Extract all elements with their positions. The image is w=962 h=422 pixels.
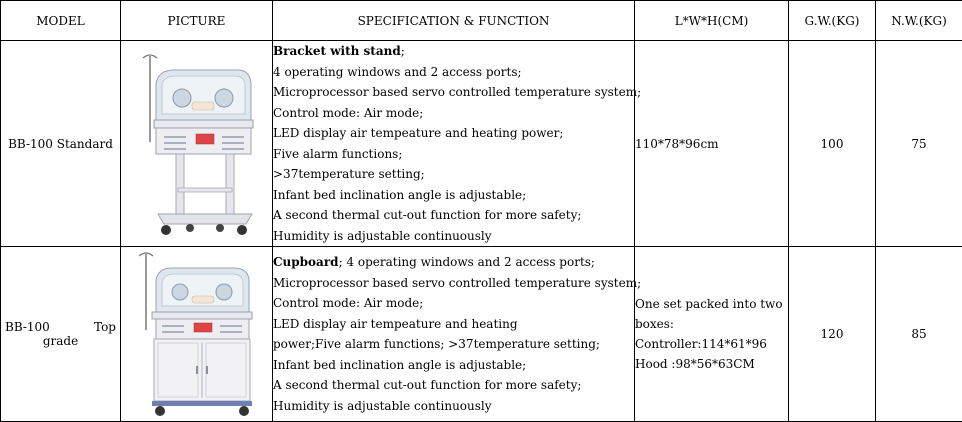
spec-heading-line: Cupboard; 4 operating windows and 2 access ports; <box>273 252 634 273</box>
picture-cell <box>121 41 273 247</box>
dims-line: boxes: <box>635 314 788 334</box>
spec-line: 4 operating windows and 2 access ports; <box>273 62 634 83</box>
spec-line: LED display air tempeature and heating <box>273 314 634 335</box>
spec-line: power;Five alarm functions; >37temperature setting; <box>273 334 634 355</box>
table-row-standard <box>1 41 962 247</box>
spec-line: LED display air tempeature and heating power; <box>273 123 634 144</box>
dimensions-cell <box>635 247 789 422</box>
dims-line: One set packed into two <box>635 294 788 314</box>
spec-line: Infant bed inclination angle is adjustable; <box>273 185 634 206</box>
spec-heading: Bracket with stand <box>273 44 401 58</box>
header-model: MODEL <box>1 1 121 41</box>
model-name-line-1: BB-100 Top <box>1 320 120 334</box>
header-specification: SPECIFICATION & FUNCTION <box>273 1 635 41</box>
spec-line: Control mode: Air mode; <box>273 103 634 124</box>
spec-line: Infant bed inclination angle is adjustable; <box>273 355 634 376</box>
dims-line: Hood :98*56*63CM <box>635 354 788 374</box>
spec-heading-line: Bracket with stand; <box>273 41 634 62</box>
spec-line: Humidity is adjustable continuously <box>273 226 634 247</box>
spec-line: A second thermal cut-out function for more safety; <box>273 375 634 396</box>
model-cell <box>1 41 121 247</box>
picture-cell <box>121 247 273 422</box>
table-row-top-grade <box>1 247 962 422</box>
incubator-standard-image <box>134 50 260 238</box>
header-net-weight: N.W.(KG) <box>876 1 962 41</box>
spec-heading: Cupboard <box>273 255 339 269</box>
spec-line: >37temperature setting; <box>273 164 634 185</box>
spec-line: Humidity is adjustable continuously <box>273 396 634 417</box>
net-weight-cell: 85 <box>876 247 962 422</box>
dimensions-cell: 110*78*96cm <box>635 41 789 247</box>
model-name: BB-100 Standard <box>1 137 120 151</box>
dims-line: Controller:114*61*96 <box>635 334 788 354</box>
header-dimensions: L*W*H(CM) <box>635 1 789 41</box>
header-row <box>1 1 962 41</box>
model-cell <box>1 247 121 422</box>
spec-line: Five alarm functions; <box>273 144 634 165</box>
incubator-top-grade-image <box>134 250 260 418</box>
spec-line: Microprocessor based servo controlled temperature system; <box>273 82 634 103</box>
specification-cell <box>273 41 635 247</box>
gross-weight-cell: 120 <box>789 247 876 422</box>
gross-weight-cell: 100 <box>789 41 876 247</box>
spec-line: A second thermal cut-out function for more safety; <box>273 205 634 226</box>
specification-cell <box>273 247 635 422</box>
spec-line: Control mode: Air mode; <box>273 293 634 314</box>
spec-line: Microprocessor based servo controlled temperature system; <box>273 273 634 294</box>
header-picture: PICTURE <box>121 1 273 41</box>
header-gross-weight: G.W.(KG) <box>789 1 876 41</box>
net-weight-cell: 75 <box>876 41 962 247</box>
model-name-line-2: grade <box>1 334 120 348</box>
